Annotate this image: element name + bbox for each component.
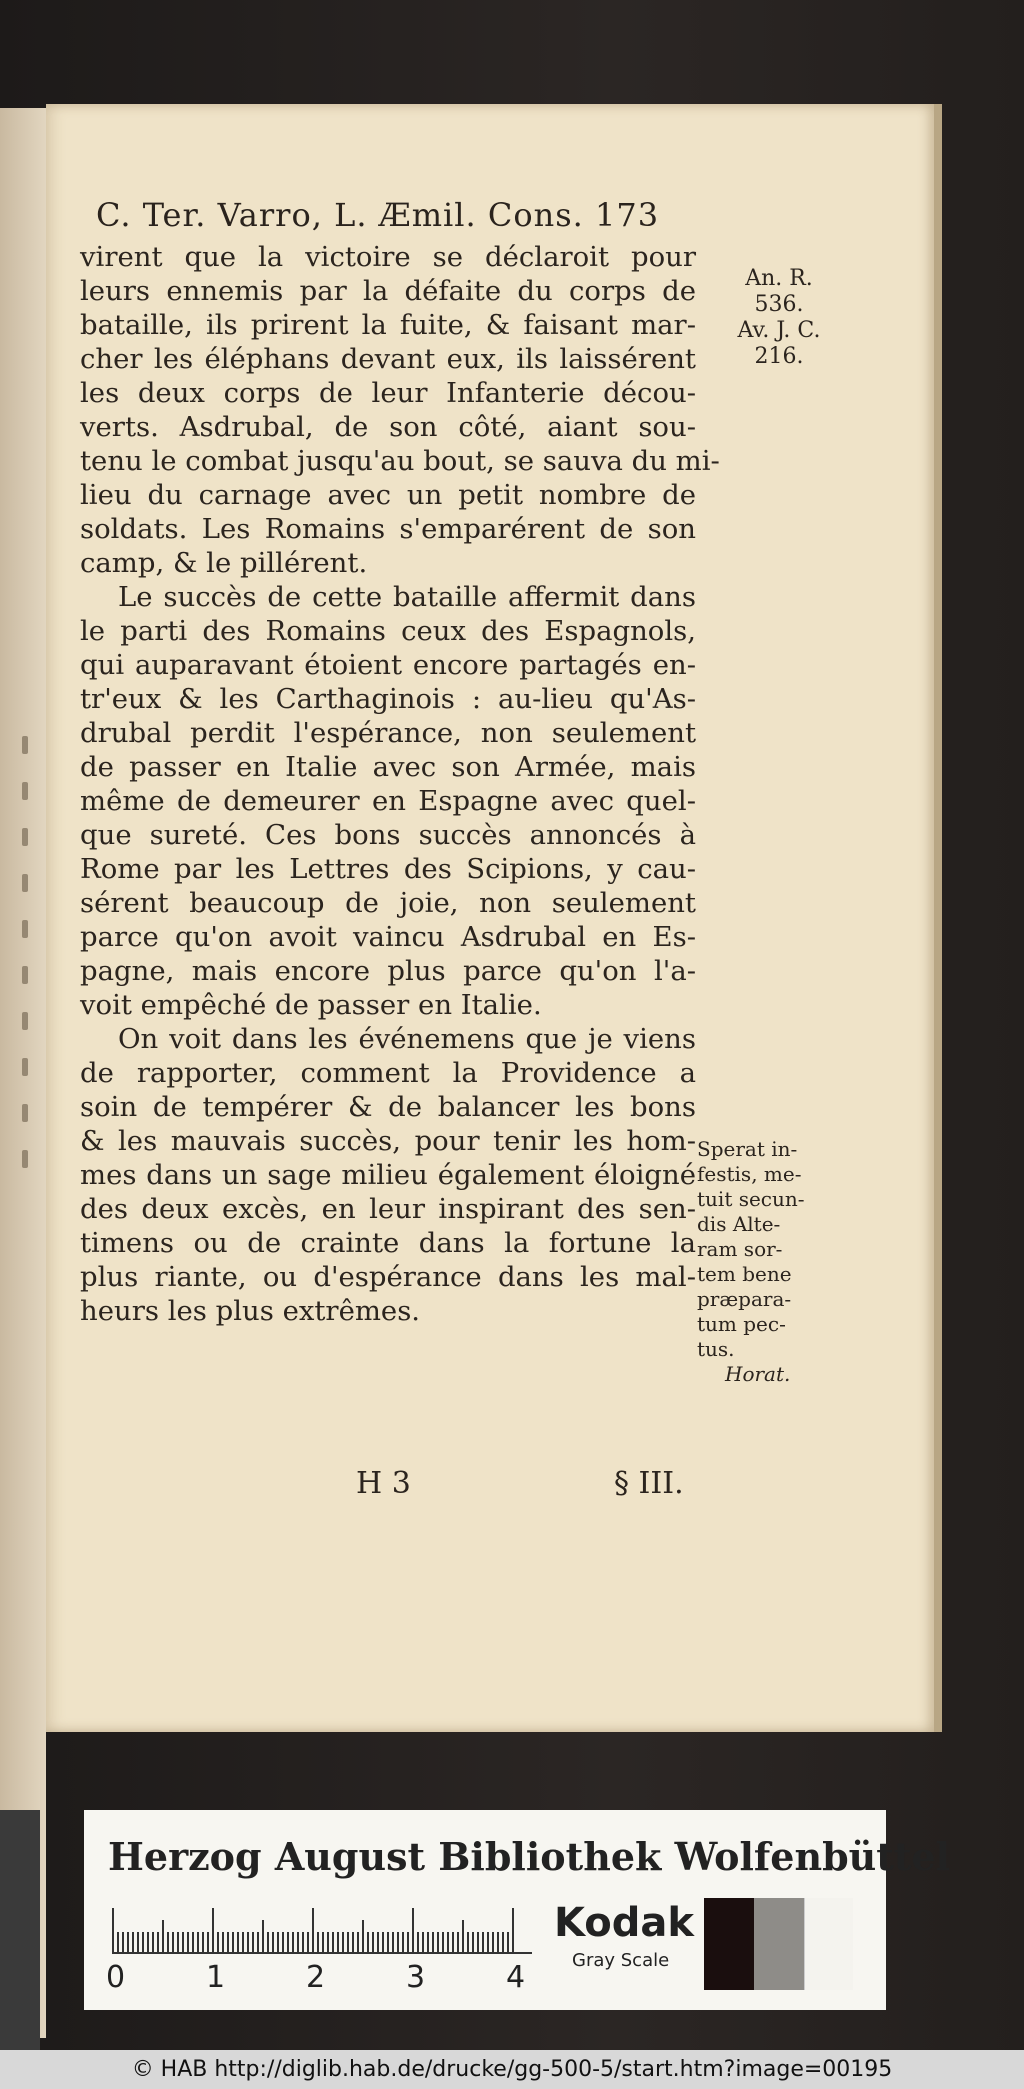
scale-tick [467,1932,469,1952]
scale-tick [142,1932,144,1952]
scale-tick [492,1932,494,1952]
scale-tick [217,1932,219,1952]
text-line: & les mauvais succès, pour tenir les hom- [80,1125,696,1157]
scale-tick [422,1932,424,1952]
scale-tick [342,1932,344,1952]
scale-tick [442,1932,444,1952]
scale-tick [157,1932,159,1952]
kodak-logo: Kodak [554,1900,694,1946]
scale-tick [117,1932,119,1952]
scale-number: 0 [106,1960,126,1995]
scale-number: 1 [206,1960,226,1995]
running-head: C. Ter. Varro, L. Æmil. Cons. 173 [96,196,660,234]
facing-page-marks [6,708,36,1508]
gray-patch-white [804,1898,853,1990]
scale-tick [207,1932,209,1952]
scale-tick [122,1932,124,1952]
scale-tick [352,1932,354,1952]
scale-tick [502,1932,504,1952]
scale-tick [457,1932,459,1952]
text-line: Rome par les Lettres des Scipions, y cau- [80,853,696,885]
scale-tick [397,1932,399,1952]
scale-tick [172,1932,174,1952]
scale-tick [392,1932,394,1952]
text-line: mes dans un sage milieu également éloigné [80,1159,696,1191]
text-line: cher les éléphans devant eux, ils laissérent [80,343,696,375]
margin-note-quote [697,1112,821,1412]
scale-tick [372,1932,374,1952]
scale-number: 4 [506,1960,526,1995]
scale-tick [447,1932,449,1952]
scale-tick [497,1932,499,1952]
scale-tick [487,1932,489,1952]
margin-quote-text: Sperat in- festis, me- tuit secun- dis Alte- ram sor- tem bene præpara- tum pec- tus. [697,1137,805,1361]
scale-tick [417,1932,419,1952]
library-color-card [84,1810,950,2010]
scale-tick [272,1932,274,1952]
scale-tick [282,1932,284,1952]
scale-tick [482,1932,484,1952]
scale-tick [377,1932,379,1952]
text-line: plus riante, ou d'espérance dans les mal- [80,1261,696,1293]
text-line: soin de tempérer & de balancer les bons [80,1091,696,1123]
scale-tick [202,1932,204,1952]
text-line: sérent beaucoup de joie, non seulement [80,887,696,919]
scale-tick [327,1932,329,1952]
text-line: voit empêché de passer en Italie. [80,989,542,1021]
text-line: des deux excès, en leur inspirant des sen- [80,1193,696,1225]
scale-tick [512,1908,514,1952]
scale-tick [317,1932,319,1952]
text-line: heurs les plus extrêmes. [80,1295,421,1327]
scale-tick [437,1932,439,1952]
scale-tick [347,1932,349,1952]
scale-tick [212,1908,214,1952]
scale-tick [297,1932,299,1952]
scale-tick [227,1932,229,1952]
scale-tick [462,1920,464,1952]
gray-patch-mid [754,1898,804,1990]
scale-tick [222,1932,224,1952]
scale-tick [137,1932,139,1952]
scale-tick [162,1920,164,1952]
scale-tick [197,1932,199,1952]
scale-numbers [106,1960,546,1995]
text-line: verts. Asdrubal, de son côté, aiant sou- [80,411,696,443]
scale-tick [292,1932,294,1952]
scale-tick [337,1932,339,1952]
page-fore-edge [934,104,942,1732]
text-line: tenu le combat jusqu'au bout, se sauva du mi- [80,445,720,477]
gray-patch-black [704,1898,754,1990]
scale-tick [187,1932,189,1952]
text-line: les deux corps de leur Infanterie décou- [80,377,696,409]
text-line: leurs ennemis par la défaite du corps de [80,275,696,307]
scale-tick [402,1932,404,1952]
scale-tick [412,1908,414,1952]
scale-number: 2 [306,1960,326,1995]
scale-tick [322,1932,324,1952]
color-card-shadow [0,1810,40,2050]
scale-tick [477,1932,479,1952]
text-line: drubal perdit l'espérance, non seulement [80,717,696,749]
text-line: même de demeurer en Espagne avec quel- [80,785,696,817]
scale-tick [267,1932,269,1952]
facing-page-edge [0,108,46,2038]
scale-tick [167,1932,169,1952]
text-line: timens ou de crainte dans la fortune la [80,1227,696,1259]
scale-tick [192,1932,194,1952]
scale-ruler [112,1908,532,1954]
scale-tick [112,1908,114,1952]
text-line: camp, & le pillérent. [80,547,368,579]
scale-tick [277,1932,279,1952]
scale-tick [332,1932,334,1952]
scale-tick [132,1932,134,1952]
scale-tick [127,1932,129,1952]
scale-tick [232,1932,234,1952]
text-line: virent que la victoire se déclaroit pour [80,241,696,273]
scale-tick [147,1932,149,1952]
text-line: qui auparavant étoient encore partagés en- [80,649,696,681]
text-line: Le succès de cette bataille affermit dans [118,581,696,613]
signature-mark: H 3 [356,1466,411,1501]
scale-tick [382,1932,384,1952]
text-line: On voit dans les événemens que je viens [118,1023,696,1055]
scale-tick [452,1932,454,1952]
scale-tick [312,1908,314,1952]
text-line: de rapporter, comment la Providence a [80,1057,696,1089]
text-line: soldats. Les Romains s'emparérent de son [80,513,696,545]
scale-tick [262,1920,264,1952]
scale-tick [367,1932,369,1952]
gray-scale-label: Gray Scale [572,1950,670,1971]
scale-tick [307,1932,309,1952]
scale-tick [362,1920,364,1952]
scale-tick [237,1932,239,1952]
library-name: Herzog August Bibliothek Wolfenbüttel [108,1834,950,1879]
text-line: parce qu'on avoit vaincu Asdrubal en Es- [80,921,696,953]
scale-tick [427,1932,429,1952]
scale-tick [177,1932,179,1952]
scale-tick [247,1932,249,1952]
margin-note-year: An. R. 536. Av. J. C. 216. [737,266,821,369]
scale-tick [507,1932,509,1952]
body-text [80,240,720,1328]
scale-tick [387,1932,389,1952]
scale-tick [242,1932,244,1952]
scale-tick [357,1932,359,1952]
scale-tick [252,1932,254,1952]
scale-tick [257,1932,259,1952]
scale-tick [302,1932,304,1952]
text-line: bataille, ils prirent la fuite, & faisant mar- [80,309,696,341]
text-line: le parti des Romains ceux des Espagnols, [80,615,696,647]
text-line: tr'eux & les Carthaginois : au-lieu qu'As- [80,683,696,715]
scale-tick [287,1932,289,1952]
text-line: pagne, mais encore plus parce qu'on l'a- [80,955,696,987]
scale-number: 3 [406,1960,426,1995]
scale-tick [152,1932,154,1952]
margin-quote-source: Horat. [725,1362,791,1386]
scale-tick [472,1932,474,1952]
scale-tick [407,1932,409,1952]
scale-tick [432,1932,434,1952]
text-line: lieu du carnage avec un petit nombre de [80,479,696,511]
scale-tick [182,1932,184,1952]
copyright-footer: © HAB http://diglib.hab.de/drucke/gg-500-5/start.htm?image=00195 [0,2050,1024,2089]
catchword: § III. [614,1466,684,1501]
text-line: que sureté. Ces bons succès annoncés à [80,819,696,851]
text-line: de passer en Italie avec son Armée, mais [80,751,696,783]
